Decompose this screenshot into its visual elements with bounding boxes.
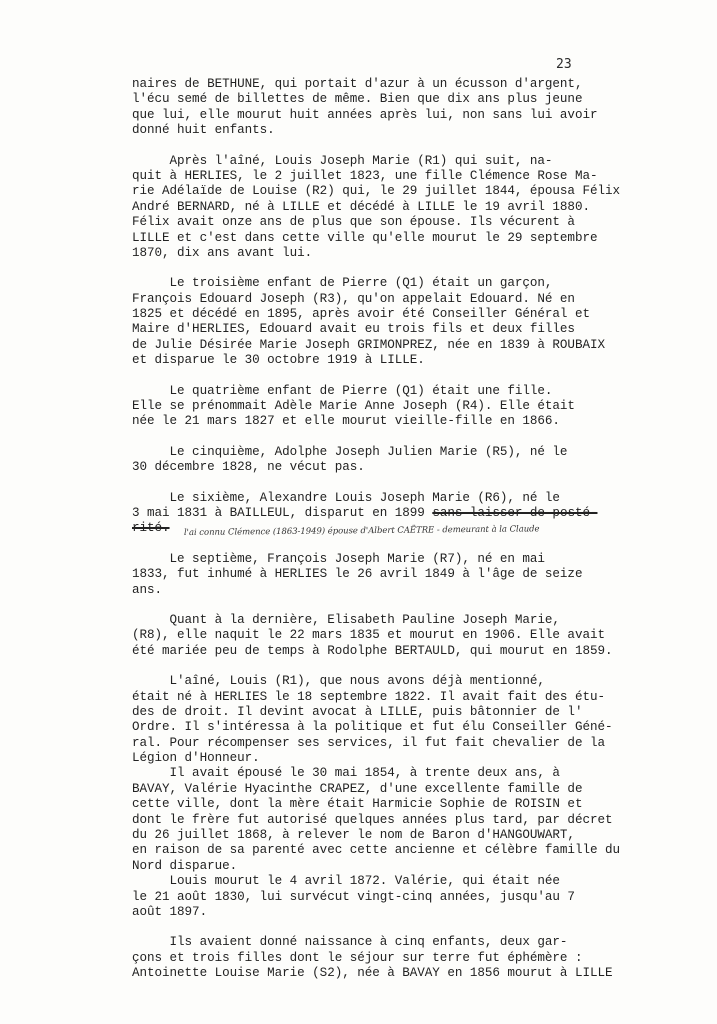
text-line: Nord disparue. (132, 858, 238, 873)
text-line: cette ville, dont la mère était Harmicie Sophie de ROISIN et (132, 797, 583, 812)
text-line: (R8), elle naquit le 22 mars 1835 et mourut en 1906. Elle avait (132, 628, 605, 643)
paragraph-2 (132, 154, 712, 262)
text-line: était né à HERLIES le 18 septembre 1822. Il avait fait des étu- (132, 689, 605, 704)
text-line: ral. Pour récompenser ses services, il fut fait chevalier de la (132, 735, 605, 750)
paragraph-6 (132, 491, 712, 537)
text-line: Le septième, François Joseph Marie (R7), né en mai (132, 551, 545, 566)
text-line: çons et trois filles dont le séjour sur terre fut éphémère : (132, 950, 583, 965)
document-body (132, 77, 712, 982)
text-line: 1870, dix ans avant lui. (132, 245, 313, 260)
text-line (132, 506, 712, 521)
text-line: Ordre. Il s'intéressa à la politique et fut élu Conseiller Géné- (132, 720, 613, 735)
text-line: 1825 et décédé en 1895, après avoir été Conseiller Général et (132, 307, 590, 322)
text-line: Après l'aîné, Louis Joseph Marie (R1) qui suit, na- (132, 153, 553, 168)
text-line: André BERNARD, né à LILLE et décédé à LILLE le 19 avril 1880. (132, 199, 590, 214)
text-line: BAVAY, Valérie Hyacinthe CRAPEZ, d'une excellente famille de (132, 781, 583, 796)
text-line: rie Adélaïde de Louise (R2) qui, le 29 juillet 1844, épousa Félix (132, 184, 620, 199)
text-line: des de droit. Il devint avocat à LILLE, puis bâtonnier de l' (132, 704, 583, 719)
text-line: ans. (132, 582, 163, 597)
handwritten-annotation: l'ai connu Clémence (1863-1949) épouse d'Albert CAËTRE - demeurant à la Claude (183, 523, 540, 538)
text-line: Le quatrième enfant de Pierre (Q1) était une fille. (132, 383, 553, 398)
paragraph-3 (132, 276, 712, 368)
text-line: dont le frère fut autorisé quelques années plus tard, par décret (132, 812, 613, 827)
struck-text: sans laisser de posté- (432, 505, 598, 520)
struck-text: rité. (132, 521, 170, 536)
paragraph-8 (132, 613, 712, 659)
text-line: donné huit enfants. (132, 123, 275, 138)
page-number: 23 (556, 57, 572, 72)
text-line: en raison de sa parenté avec cette ancienne et célèbre famille du (132, 843, 620, 858)
text-line: Louis mourut le 4 avril 1872. Valérie, qui était née (132, 874, 560, 889)
text-line: août 1897. (132, 904, 208, 919)
text-line: 1833, fut inhumé à HERLIES le 26 avril 1849 à l'âge de seize (132, 567, 583, 582)
text-line: le 21 août 1830, lui survécut vingt-cinq années, jusqu'au 7 (132, 889, 575, 904)
text-line: L'aîné, Louis (R1), que nous avons déjà mentionné, (132, 674, 545, 689)
text-line: Elle se prénommait Adèle Marie Anne Joseph (R4). Elle était (132, 399, 575, 414)
text-line: du 26 juillet 1868, à relever le nom de Baron d'HANGOUWART, (132, 828, 575, 843)
text-segment: 3 mai 1831 à BAILLEUL, disparut en 1899 (132, 505, 433, 520)
text-line: Ils avaient donné naissance à cinq enfants, deux gar- (132, 935, 568, 950)
text-line: Quant à la dernière, Elisabeth Pauline Joseph Marie, (132, 612, 560, 627)
paragraph-10 (132, 935, 712, 981)
text-line: François Edouard Joseph (R3), qu'on appelait Edouard. Né en (132, 291, 575, 306)
text-line: LILLE et c'est dans cette ville qu'elle mourut le 29 septembre (132, 230, 598, 245)
text-line: quit à HERLIES, le 2 juillet 1823, une fille Clémence Rose Ma- (132, 168, 598, 183)
text-line: été mariée peu de temps à Rodolphe BERTAULD, qui mourut en 1859. (132, 643, 613, 658)
paragraph-5 (132, 445, 712, 476)
text-line: et disparue le 30 octobre 1919 à LILLE. (132, 353, 425, 368)
text-line: Le sixième, Alexandre Louis Joseph Marie (R6), né le (132, 490, 560, 505)
text-line: Il avait épousé le 30 mai 1854, à trente deux ans, à (132, 766, 560, 781)
paragraph-9 (132, 674, 712, 920)
text-line: Le cinquième, Adolphe Joseph Julien Marie (R5), né le (132, 444, 568, 459)
text-line: Légion d'Honneur. (132, 751, 260, 766)
text-line: Le troisième enfant de Pierre (Q1) était un garçon, (132, 276, 553, 291)
text-line: née le 21 mars 1827 et elle mourut vieille-fille en 1866. (132, 414, 560, 429)
text-line: Antoinette Louise Marie (S2), née à BAVAY en 1856 mourut à LILLE (132, 966, 613, 981)
text-line: Maire d'HERLIES, Edouard avait eu trois fils et deux filles (132, 322, 575, 337)
text-line: l'écu semé de billettes de même. Bien que dix ans plus jeune (132, 92, 583, 107)
paragraph-1 (132, 77, 712, 139)
text-line: Félix avait onze ans de plus que son épouse. Ils vécurent à (132, 215, 575, 230)
paragraph-4 (132, 384, 712, 430)
text-line: que lui, elle mourut huit années après lui, non sans lui avoir (132, 107, 598, 122)
text-line: 30 décembre 1828, ne vécut pas. (132, 460, 365, 475)
text-line: naires de BETHUNE, qui portait d'azur à un écusson d'argent, (132, 77, 583, 91)
paragraph-7 (132, 552, 712, 598)
text-line: de Julie Désirée Marie Joseph GRIMONPREZ, née en 1839 à ROUBAIX (132, 337, 605, 352)
